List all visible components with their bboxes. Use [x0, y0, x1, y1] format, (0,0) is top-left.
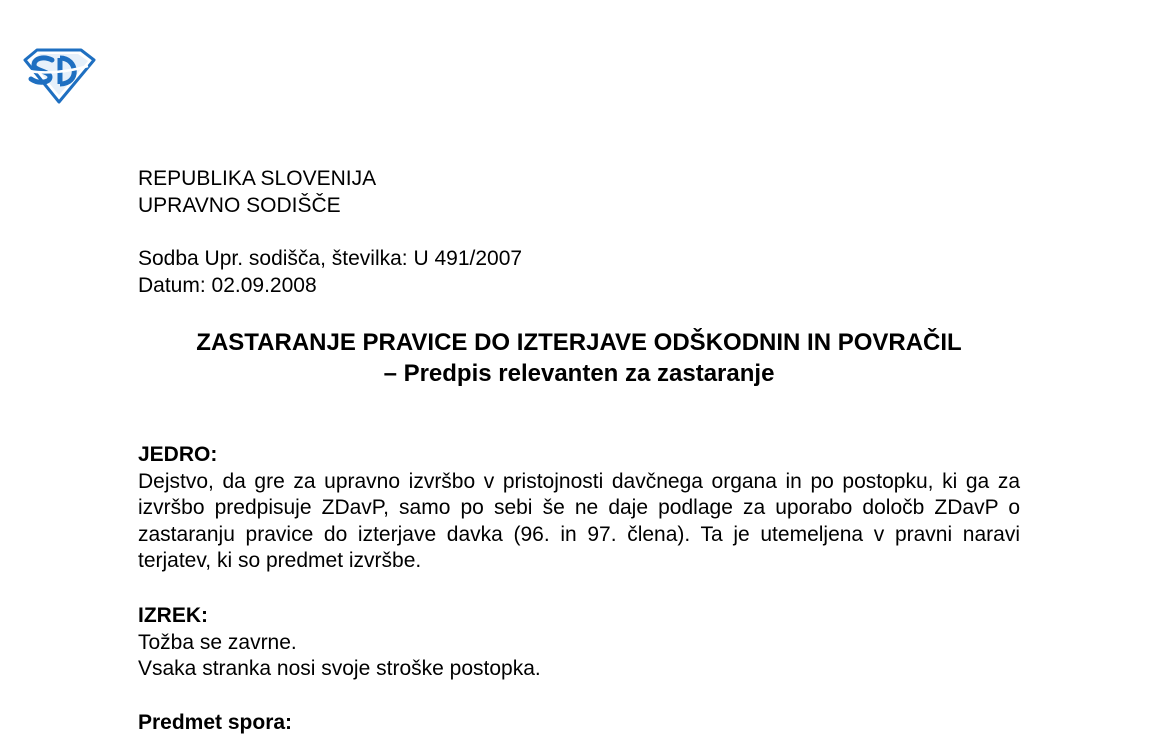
- izrek-line-2: Vsaka stranka nosi svoje stroške postopka.: [138, 657, 541, 680]
- jedro-body: Dejstvo, da gre za upravno izvršbo v pristojnosti davčnega organa in po postopku, ki ga za izvršbo predpisuje ZDavP, samo po sebi še ne daje podlage za uporabo določb ZDavP o zastaranju pravice do izterjave davka (96. in 97. člena). Ta je utemeljena v pravni naravi terjatev, ki so predmet izvršbe.: [138, 469, 1020, 572]
- title-line-2: – Predpis relevanten za zastaranje: [383, 360, 775, 387]
- case-reference: Sodba Upr. sodišča, številka: U 491/2007: [138, 247, 523, 270]
- izrek-section: [138, 603, 1020, 683]
- document-title: [120, 327, 1038, 389]
- predmet-heading: Predmet spora:: [138, 711, 293, 734]
- court-name: UPRAVNO SODIŠČE: [138, 193, 341, 217]
- case-info: [138, 246, 1020, 299]
- court-logo-icon: [22, 48, 96, 104]
- jedro-section: [138, 442, 1020, 575]
- jedro-heading: JEDRO:: [138, 443, 218, 466]
- title-line-1: ZASTARANJE PRAVICE DO IZTERJAVE ODŠKODNIN IN POVRAČIL: [196, 329, 962, 356]
- izrek-heading: IZREK:: [138, 604, 208, 627]
- izrek-line-1: Tožba se zavrne.: [138, 630, 297, 654]
- predmet-section: [138, 710, 1020, 737]
- court-header: [138, 166, 1020, 219]
- country-name: REPUBLIKA SLOVENIJA: [138, 167, 377, 190]
- case-date: Datum: 02.09.2008: [138, 273, 317, 297]
